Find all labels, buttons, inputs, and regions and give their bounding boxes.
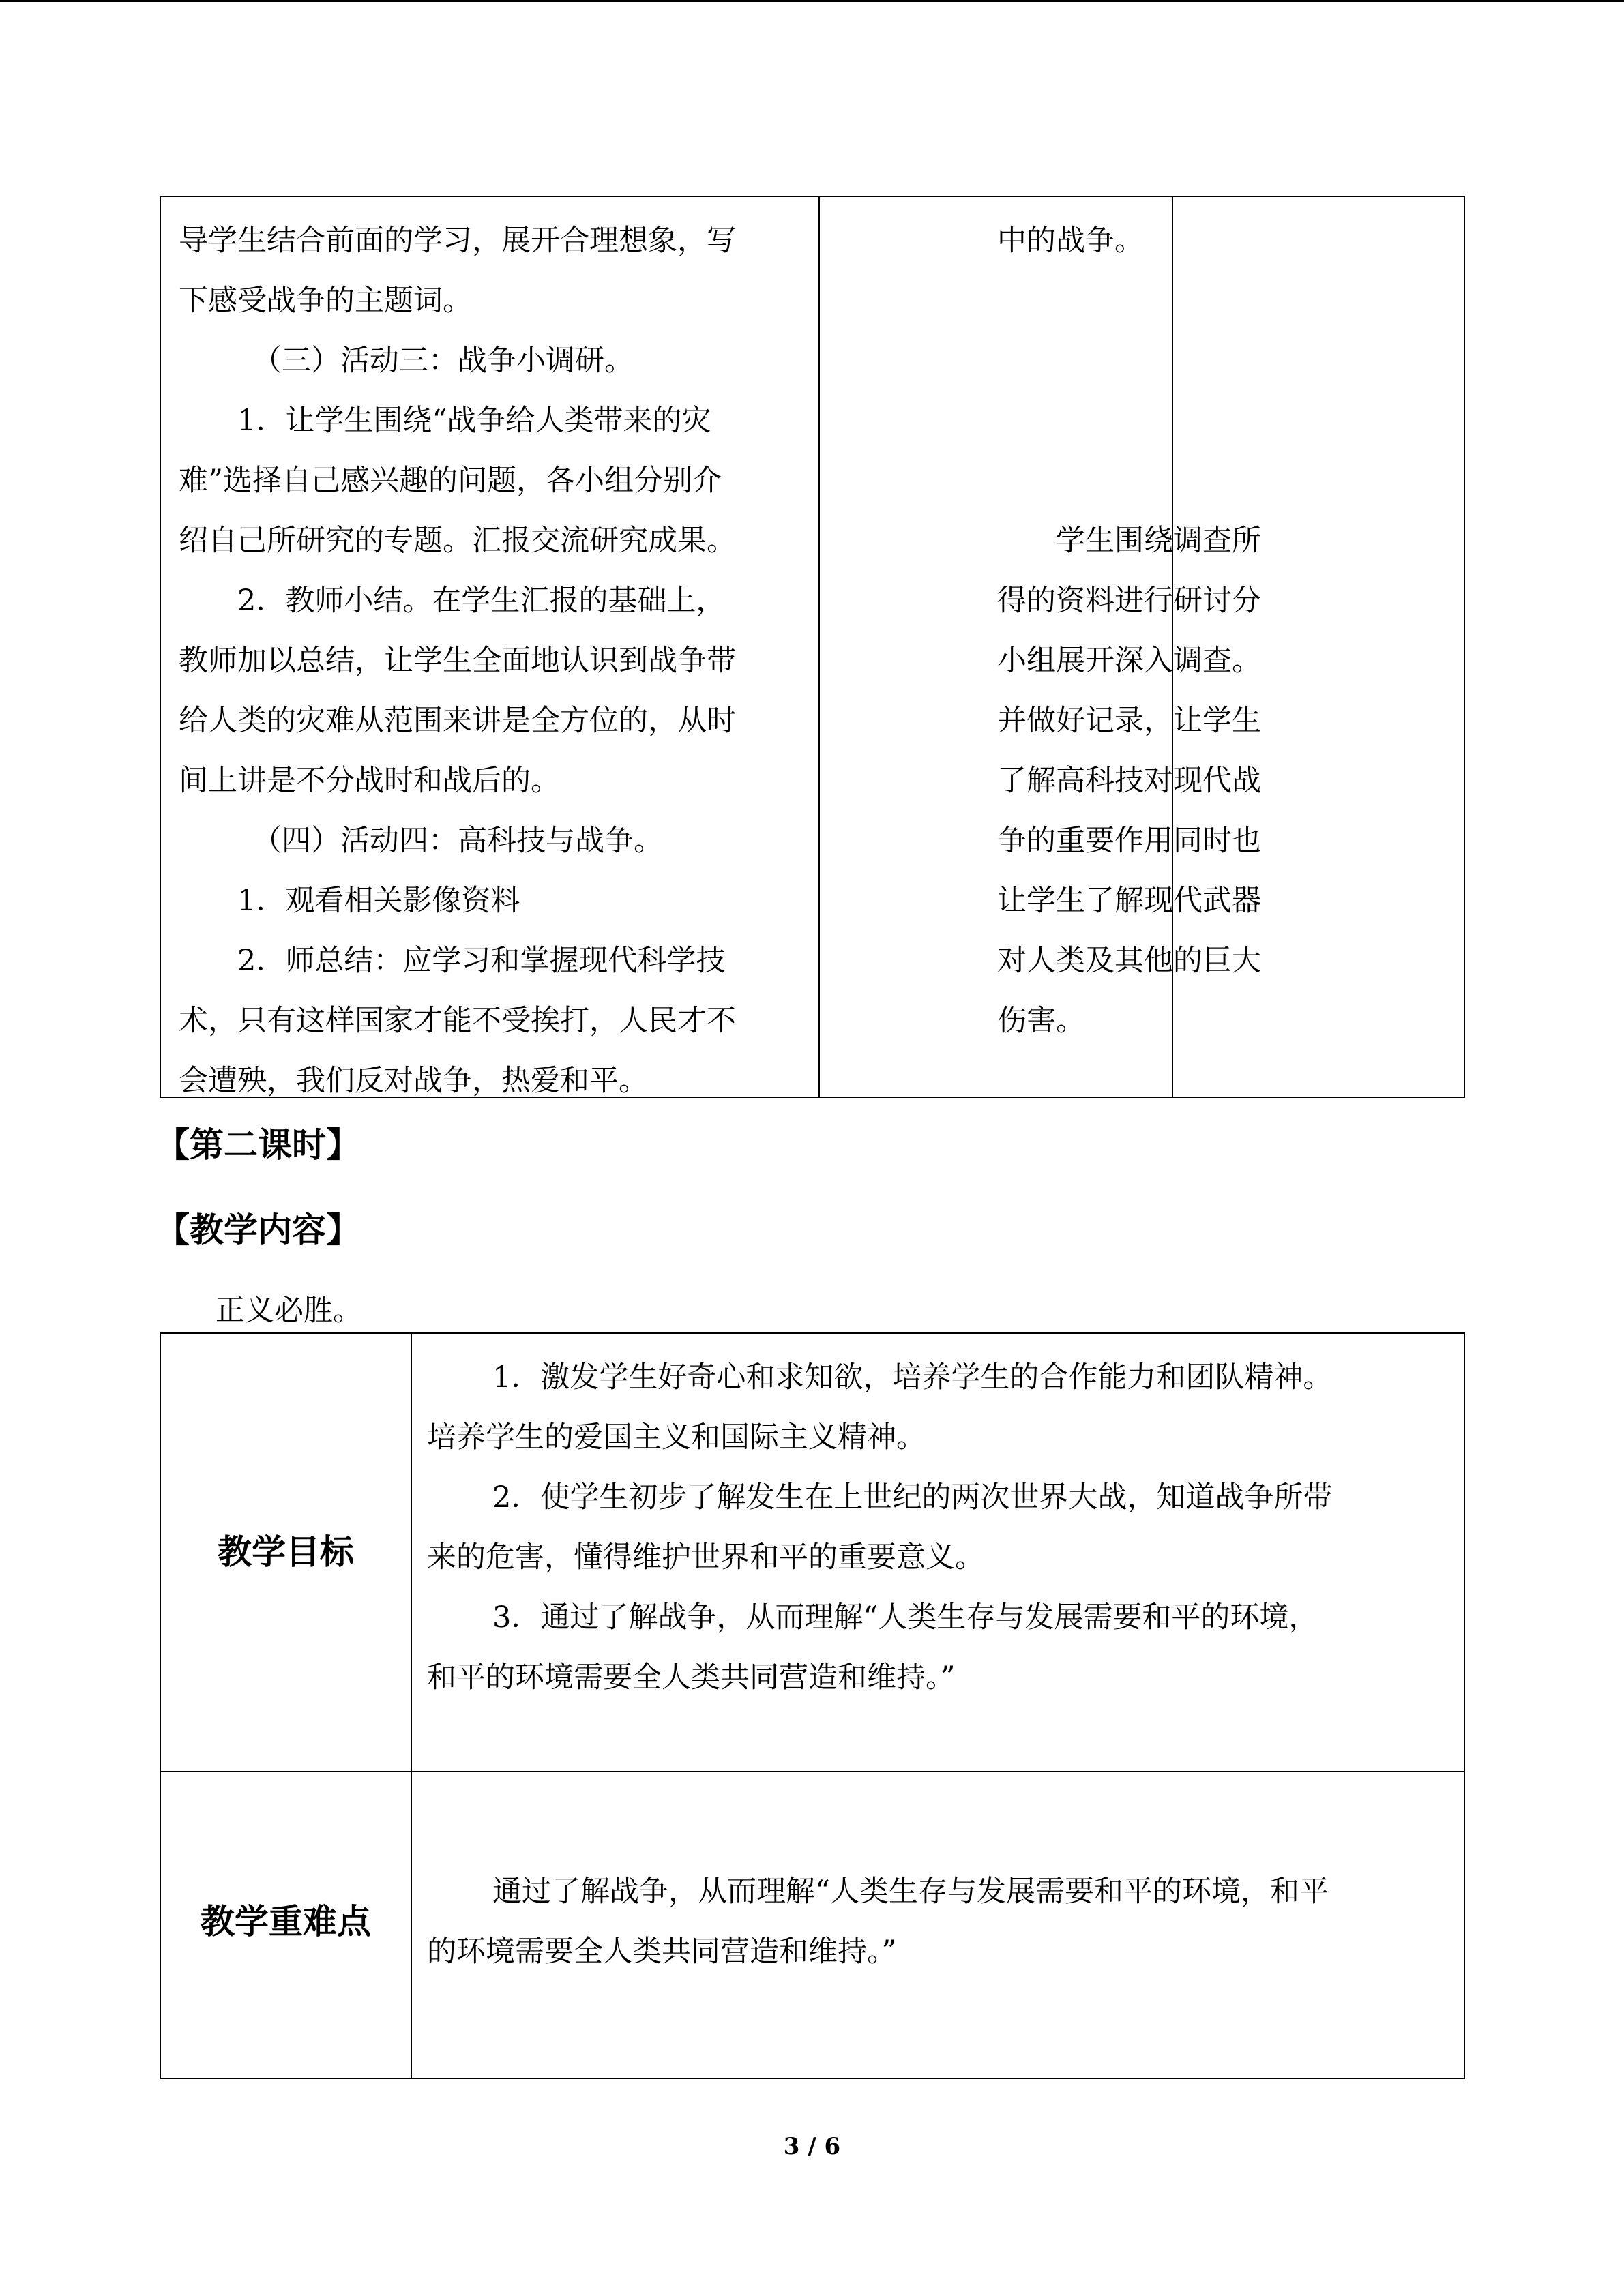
text-line: 培养学生的爱国主义和国际主义精神。 xyxy=(427,1420,926,1455)
text-line: 伤害。 xyxy=(997,1004,1085,1038)
content-text: 正义必胜。 xyxy=(216,1294,362,1328)
text-line: 2．师总结：应学习和掌握现代科学技 xyxy=(237,944,726,978)
page-number: 3 / 6 xyxy=(783,2133,841,2160)
page-top-rule xyxy=(0,0,1624,2)
text-line: 让学生了解现代武器 xyxy=(997,884,1261,918)
text-line: 教师加以总结，让学生全面地认识到战争带 xyxy=(179,644,736,678)
text-line: 绍自己所研究的专题。汇报交流研究成果。 xyxy=(179,524,736,558)
text-line: 并做好记录，让学生 xyxy=(997,704,1261,738)
lesson-heading: 【第二课时】 xyxy=(156,1125,360,1165)
text-line: 的环境需要全人类共同营造和维持。” xyxy=(427,1935,897,1969)
text-line: 会遭殃，我们反对战争，热爱和平。 xyxy=(179,1064,648,1098)
text-line: （三）活动三：战争小调研。 xyxy=(252,344,634,378)
key-points-cell xyxy=(427,1862,1450,1982)
student-activity-cell xyxy=(997,211,1325,1051)
text-line: 术，只有这样国家才能不受挨打，人民才不 xyxy=(179,1004,736,1038)
text-line: 小组展开深入调查。 xyxy=(997,644,1261,678)
text-line: 3．通过了解战争，从而理解“人类生存与发展需要和平的环境， xyxy=(492,1600,1318,1635)
text-line: 1．让学生围绕“战争给人类带来的灾 xyxy=(237,404,711,438)
text-line: 给人类的灾难从范围来讲是全方位的，从时 xyxy=(179,704,736,738)
spacer xyxy=(997,271,1325,511)
text-line: 2．使学生初步了解发生在上世纪的两次世界大战，知道战争所带 xyxy=(492,1480,1333,1515)
text-line: （四）活动四：高科技与战争。 xyxy=(252,824,663,858)
content-heading: 【教学内容】 xyxy=(156,1210,360,1250)
lesson-activity-table xyxy=(160,196,1465,1098)
text-line: 导学生结合前面的学习，展开合理想象，写 xyxy=(179,224,736,258)
row-divider xyxy=(161,1771,1464,1772)
text-line: 通过了解战争，从而理解“人类生存与发展需要和平的环境，和平 xyxy=(492,1875,1329,1909)
text-line: 1．激发学生好奇心和求知欲，培养学生的合作能力和团队精神。 xyxy=(492,1360,1333,1395)
text-line: 了解高科技对现代战 xyxy=(997,764,1261,798)
teacher-activity-cell xyxy=(179,211,970,1111)
text-line: 下感受战争的主题词。 xyxy=(179,284,472,318)
key-points-label: 教学重难点 xyxy=(201,1902,371,1941)
text-line: 来的危害，懂得维护世界和平的重要意义。 xyxy=(427,1540,984,1575)
text-line: 间上讲是不分战时和战后的。 xyxy=(179,764,560,798)
teaching-goals-table xyxy=(160,1332,1465,2079)
goals-cell xyxy=(427,1347,1450,1708)
text-line: 对人类及其他的巨大 xyxy=(997,944,1261,978)
column-divider xyxy=(411,1334,412,2078)
text-line: 2．教师小结。在学生汇报的基础上， xyxy=(237,584,726,618)
text-line: 得的资料进行研讨分 xyxy=(997,584,1261,618)
text-line: 学生围绕调查所 xyxy=(1056,524,1261,558)
text-line: 和平的环境需要全人类共同营造和维持。” xyxy=(427,1660,956,1695)
text-line: 1．观看相关影像资料 xyxy=(237,884,520,918)
text-line: 难”选择自己感兴趣的问题，各小组分别介 xyxy=(179,464,722,498)
text-line: 中的战争。 xyxy=(997,224,1144,258)
goals-label: 教学目标 xyxy=(218,1532,354,1572)
text-line: 争的重要作用同时也 xyxy=(997,824,1261,858)
